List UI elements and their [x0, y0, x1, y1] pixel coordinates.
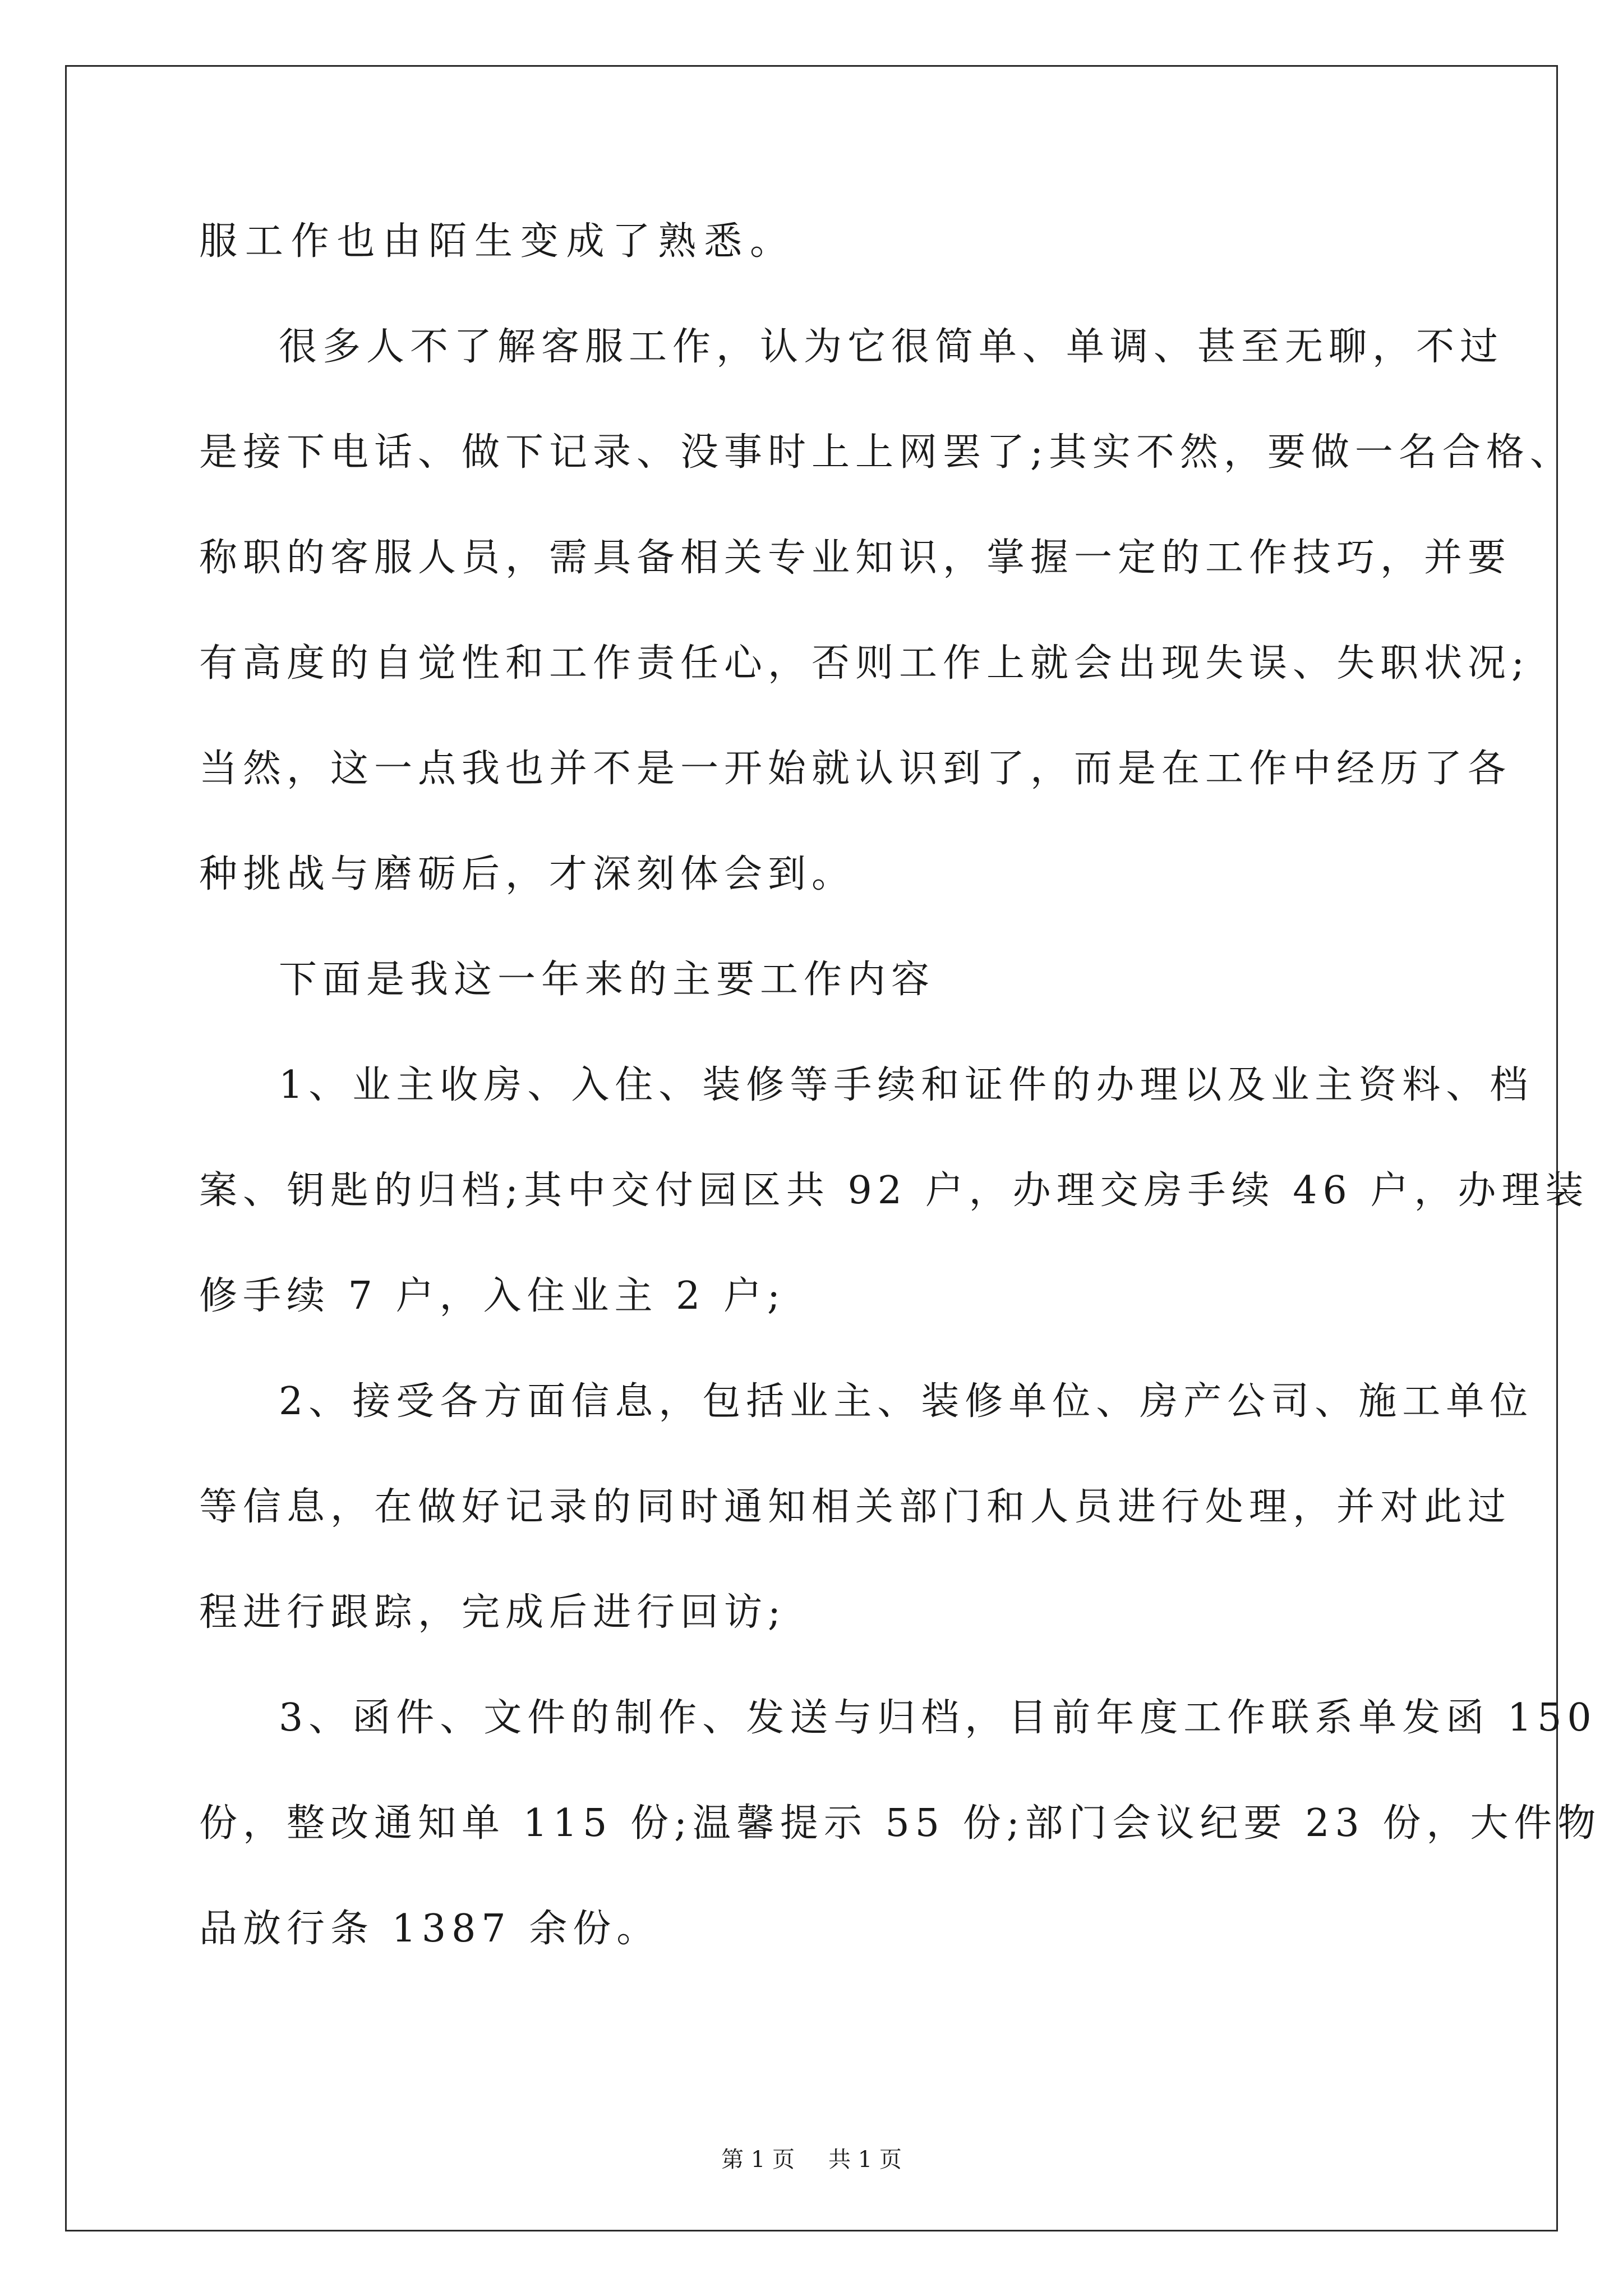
text-line: 案、钥匙的归档;其中交付园区共 92 户，办理交房手续 46 户，办理装	[199, 1168, 1589, 1213]
text-line: 服工作也由陌生变成了熟悉。	[199, 219, 794, 264]
text-line: 等信息，在做好记录的同时通知相关部门和人员进行处理，并对此过	[199, 1485, 1512, 1529]
text-line: 很多人不了解客服工作，认为它很简单、单调、甚至无聊，不过	[279, 325, 1504, 369]
text-line: 1、业主收房、入住、装修等手续和证件的办理以及业主资料、档	[279, 1063, 1534, 1107]
text-line: 称职的客服人员，需具备相关专业知识，掌握一定的工作技巧，并要	[199, 536, 1512, 580]
text-line: 种挑战与磨砺后，才深刻体会到。	[199, 852, 856, 896]
page-count: 共 1 页	[828, 2147, 902, 2173]
text-line: 品放行条 1387 余份。	[199, 1907, 661, 1951]
text-line: 下面是我这一年来的主要工作内容	[279, 958, 935, 1002]
text-line: 修手续 7 户，入住业主 2 户;	[199, 1274, 786, 1318]
text-line: 3、函件、文件的制作、发送与归档，目前年度工作联系单发函 150	[279, 1696, 1597, 1740]
text-line: 有高度的自觉性和工作责任心，否则工作上就会出现失误、失职状况;	[199, 641, 1530, 685]
page-footer	[0, 2144, 1623, 2175]
text-line: 当然，这一点我也并不是一开始就认识到了，而是在工作中经历了各	[199, 747, 1512, 791]
page-number: 第 1 页	[721, 2147, 795, 2173]
text-line: 程进行跟踪，完成后进行回访;	[199, 1590, 786, 1635]
text-line: 是接下电话、做下记录、没事时上上网罢了;其实不然，要做一名合格、	[199, 430, 1574, 475]
text-line: 份，整改通知单 115 份;温馨提示 55 份;部门会议纪要 23 份，大件物	[199, 1801, 1602, 1846]
text-line: 2、接受各方面信息，包括业主、装修单位、房产公司、施工单位	[279, 1379, 1534, 1424]
